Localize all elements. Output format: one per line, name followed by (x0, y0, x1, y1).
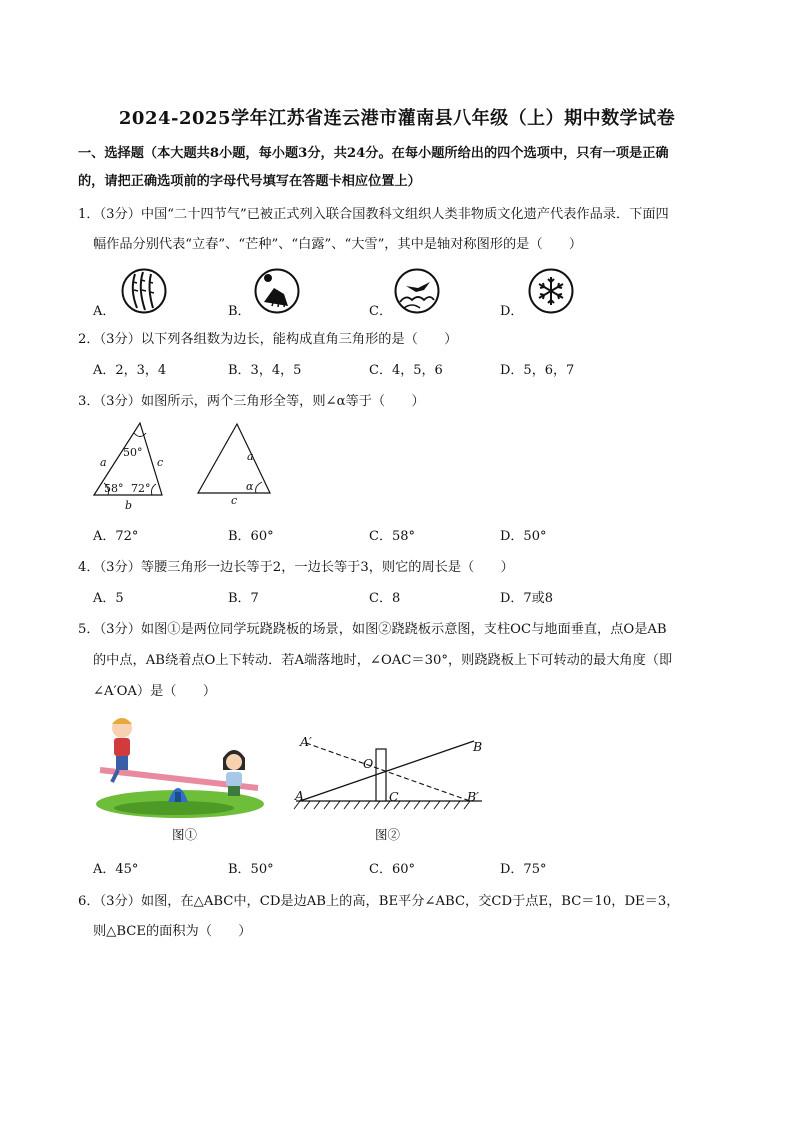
q1-text-line1: 1．（3分）中国“二十四节气”已被正式列入联合国教科文组织人类非物质文化遗产代表作品录．下面四 (78, 207, 669, 222)
q1-option-c[interactable]: C． (369, 304, 392, 319)
label-C: C (389, 789, 399, 804)
q3-option-b[interactable]: B．60° (228, 529, 274, 544)
label-B-prime: B′ (467, 789, 480, 804)
q2-option-a[interactable]: A．2，3，4 (93, 363, 167, 378)
label-A-prime: A′ (300, 734, 312, 749)
q5-text-line1: 5．（3分）如图①是两位同学玩跷跷板的场景，如图②跷跷板示意图，支柱OC与地面垂直，点O是AB (78, 622, 667, 637)
q4-option-d[interactable]: D．7或8 (500, 591, 553, 606)
label-A: A (295, 788, 305, 803)
q3-option-c[interactable]: C．58° (369, 529, 415, 544)
q3-triangles-figure (90, 420, 280, 515)
q1-option-d[interactable]: D． (500, 304, 524, 319)
q2-option-b[interactable]: B．3，4，5 (228, 363, 302, 378)
q2-option-d[interactable]: D．5，6，7 (500, 363, 575, 378)
q5-option-b[interactable]: B．50° (228, 862, 274, 877)
q2-option-c[interactable]: C．4，5，6 (369, 363, 443, 378)
q1-text-line2: 幅作品分别代表“立春”、“芒种”、“白露”、“大雪”，其中是轴对称图形的是（ ） (93, 237, 583, 252)
q3-side-a-left: a (100, 456, 107, 469)
q1-option-a[interactable]: A． (93, 304, 116, 319)
label-O: O (363, 756, 374, 771)
q5-option-a[interactable]: A．45° (93, 862, 139, 877)
page-title: 2024-2025学年江苏省连云港市灌南县八年级（上）期中数学试卷 (118, 108, 676, 129)
q6-text-line2: 则△BCE的面积为（ ） (93, 924, 252, 939)
q2-text: 2．（3分）以下列各组数为边长，能构成直角三角形的是（ ） (78, 332, 458, 347)
q3-option-d[interactable]: D．50° (500, 529, 547, 544)
q3-angle-br: 72° (131, 482, 151, 495)
lichun-willow-icon (121, 268, 167, 314)
seesaw-kids-illustration (94, 712, 266, 820)
figure1-caption: 图① (172, 827, 198, 842)
q3-option-a[interactable]: A．72° (93, 529, 139, 544)
section-heading-line1: 一、选择题（本大题共8小题，每小题3分，共24分。在每小题所给出的四个选项中，只有一项是正确 (78, 146, 669, 161)
q6-text-line1: 6．（3分）如图，在△ABC中，CD是边AB上的高，BE平分∠ABC，交CD于点E，BC＝10，DE＝3， (78, 894, 680, 909)
q3-side-a-right: a (247, 450, 254, 463)
q5-option-d[interactable]: D．75° (500, 862, 547, 877)
q5-text-line3: ∠A′OA）是（ ） (93, 684, 217, 699)
q4-text: 4．（3分）等腰三角形一边长等于2，一边长等于3，则它的周长是（ ） (78, 560, 514, 575)
q3-side-c-left: c (157, 456, 164, 469)
q3-angle-alpha: α (246, 480, 254, 493)
label-B: B (473, 739, 483, 754)
q4-option-c[interactable]: C．8 (369, 591, 401, 606)
q3-side-b-left: b (125, 499, 133, 512)
q5-text-line2: 的中点，AB绕着点O上下转动．若A端落地时，∠OAC＝30°，则跷跷板上下可转动的最大角度（即 (93, 653, 673, 668)
q3-side-c-right: c (231, 494, 238, 507)
q3-angle-bl: 58° (104, 482, 124, 495)
q3-text: 3．（3分）如图所示，两个三角形全等，则∠α等于（ ） (78, 394, 425, 409)
mangzhong-plant-icon (254, 268, 300, 314)
q4-option-b[interactable]: B．7 (228, 591, 259, 606)
figure2-caption: 图② (375, 827, 401, 842)
q3-angle-top: 50° (123, 446, 143, 459)
section-heading-line2: 的，请把正确选项前的字母代号填写在答题卡相应位置上） (78, 174, 421, 189)
q4-option-a[interactable]: A．5 (93, 591, 124, 606)
bailu-bird-icon (394, 268, 440, 314)
q5-option-c[interactable]: C．60° (369, 862, 415, 877)
daxue-snowflake-icon (528, 268, 574, 314)
q1-option-b[interactable]: B． (228, 304, 251, 319)
